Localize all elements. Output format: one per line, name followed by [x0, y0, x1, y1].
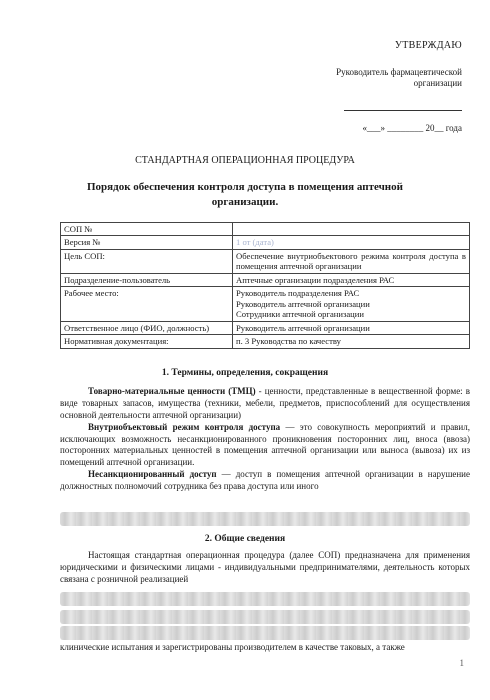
sop-info-table: [60, 222, 470, 349]
redacted-text: [60, 610, 470, 624]
section-2-title: 2. Общие сведения: [204, 534, 286, 544]
term-definition: — это совокупность мероприятий и правил, исключающих возможность несанкционированного проникновения посторонних лиц, вноса (ввоза) посторонних материальных ценностей в помещения аптечной организации или выноса (вывоза) их из помещений аптечной организации.: [60, 421, 470, 468]
section-1-title: 1. Термины, определения, сокращения: [161, 368, 329, 378]
table-value: [233, 287, 470, 321]
section-2-body: [60, 550, 470, 586]
table-key: Ответственное лицо (ФИО, должность): [61, 321, 233, 334]
subject-line2: организации.: [211, 195, 279, 208]
subject-line1: Порядок обеспечения контроля доступа в помещения аптечной: [87, 181, 403, 193]
term-name: Внутриобъектовый режим контроля доступа: [88, 421, 281, 432]
table-key: Цель СОП:: [61, 249, 233, 273]
approval-role-line1: Руководитель фармацевтической: [336, 66, 462, 77]
approval-block: [292, 40, 462, 134]
table-row: [61, 249, 470, 273]
table-key: СОП №: [61, 223, 233, 236]
table-row: [61, 335, 470, 348]
table-value: п. 3 Руководства по качеству: [233, 335, 470, 348]
table-row: [61, 321, 470, 334]
document-subject: [60, 180, 430, 210]
table-row: [61, 236, 470, 249]
table-value: [233, 236, 470, 249]
workplace-item: Сотрудники аптечной организации: [236, 309, 364, 320]
workplace-item: Руководитель подразделения РАС: [236, 288, 360, 299]
term-name: Товарно-материальные ценности (ТМЦ): [88, 386, 256, 396]
workplace-item: Руководитель аптечной организации: [236, 298, 370, 309]
signature-line: [344, 104, 462, 111]
term-name: Несанкционированный доступ: [88, 469, 217, 480]
term-paragraph: [60, 386, 470, 422]
term-paragraph: [60, 422, 470, 470]
section-2-last-line: клинические испытания и зарегистрированы производителем в качестве таковых, а также: [60, 642, 405, 652]
approval-title: УТВЕРЖДАЮ: [394, 40, 462, 51]
table-key: Рабочее место:: [61, 287, 233, 321]
approval-date-line: «___» ________ 20__ года: [362, 122, 462, 133]
table-row: [61, 223, 470, 236]
table-row: [61, 273, 470, 286]
redacted-text: [60, 592, 470, 606]
table-value: Руководитель аптечной организации: [233, 321, 470, 334]
redacted-text: [60, 512, 470, 526]
sop-title: СТАНДАРТНАЯ ОПЕРАЦИОННАЯ ПРОЦЕДУРА: [135, 155, 355, 166]
table-row: [61, 287, 470, 321]
table-value: [233, 223, 470, 236]
table-key: Нормативная документация:: [61, 335, 233, 348]
table-key: Версия №: [61, 236, 233, 249]
approval-role-line2: организации: [413, 78, 462, 89]
version-number: 1: [236, 237, 241, 248]
table-value: Обеспечение внутриобъектового режима контроля доступа в помещения аптечной организации: [233, 249, 470, 273]
redacted-text: [60, 626, 470, 640]
version-date-placeholder: от (дата): [242, 237, 274, 248]
term-definition: — доступ в помещения аптечной организации в нарушение должностных полномочий сотрудника без права доступа или иного: [60, 469, 470, 491]
term-definition: - ценности, представленные в вещественной форме: в виде товарных запасов, имущества (техники, мебели, предметов, приспособлений для осуществления основной деятельности аптечной организации): [60, 386, 470, 420]
section-1-body: [60, 386, 470, 493]
term-paragraph: [60, 469, 470, 493]
table-key: Подразделение-пользователь: [61, 273, 233, 286]
table-value: Аптечные организации подразделения РАС: [233, 273, 470, 286]
page-number: 1: [459, 658, 464, 668]
section-2-paragraph: Настоящая стандартная операционная процедура (далее СОП) предназначена для применения юридическими и физическими лицами - индивидуальными предпринимателями, деятельность которых связана с розничной реализацией: [60, 550, 470, 584]
